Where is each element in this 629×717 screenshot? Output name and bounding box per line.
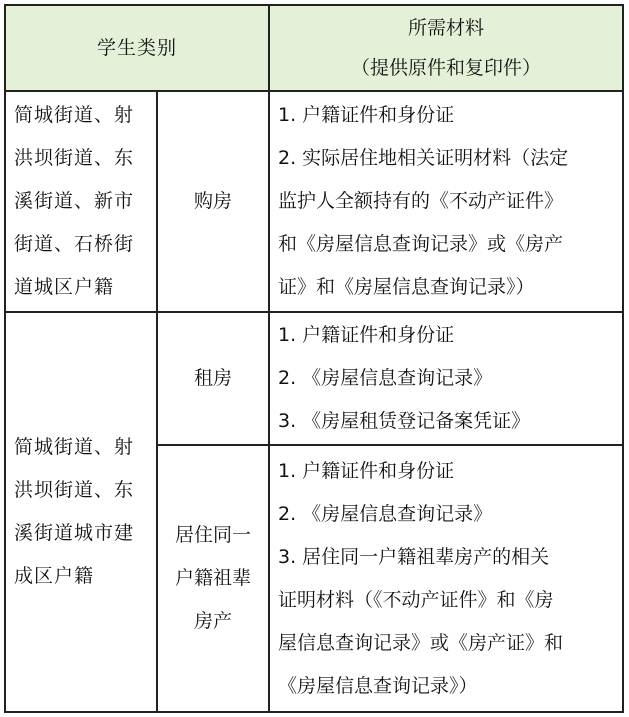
table-header-row: [5, 5, 623, 91]
area-text-line: 简城街道、射: [14, 436, 135, 458]
header-materials-title: 所需材料: [408, 17, 485, 39]
admission-materials-table: [4, 4, 624, 713]
area-text-line: 简城街道、射: [14, 104, 135, 126]
table-row: [5, 312, 623, 445]
material-line: 3. 《房屋租赁登记备案凭证》: [278, 410, 531, 432]
material-line: 2. 《房屋信息查询记录》: [278, 367, 493, 389]
material-line: 1. 户籍证件和身份证: [278, 459, 455, 482]
type-text-line: 户籍祖辈: [175, 567, 252, 589]
table-row: [5, 91, 623, 312]
materials-cell-rent: [269, 312, 623, 445]
material-line: 和《房屋信息查询记录》或《房产: [278, 233, 564, 255]
material-line: 1. 户籍证件和身份证: [278, 324, 455, 346]
type-cell-rent: 租房: [157, 312, 269, 445]
material-line: 证明材料（《不动产证件》和《房: [278, 588, 554, 611]
material-line: 《房屋信息查询记录》）: [278, 674, 478, 697]
materials-cell-purchase: [269, 91, 623, 312]
type-text-line: 居住同一: [175, 524, 252, 546]
type-cell-family-property: [157, 445, 269, 712]
area-text-line: 道城区户籍: [14, 276, 115, 298]
material-line: 2. 《房屋信息查询记录》: [278, 502, 493, 525]
material-line: 监护人全额持有的《不动产证件》: [278, 190, 564, 212]
area-text-line: 洪坝街道、东: [14, 147, 135, 169]
material-line: 1. 户籍证件和身份证: [278, 104, 455, 126]
material-line: 3. 居住同一户籍祖辈房产的相关: [278, 545, 550, 568]
area-cell-urban-districts: [5, 91, 157, 312]
header-student-category: 学生类别: [5, 5, 269, 91]
area-text-line: 成区户籍: [14, 565, 95, 587]
material-line: 屋信息查询记录》或《房产证》和: [278, 631, 564, 654]
area-text-line: 洪坝街道、东: [14, 479, 135, 501]
area-text-line: 溪街道城市建: [14, 522, 135, 544]
header-required-materials: [269, 5, 623, 91]
material-line: 证》和《房屋信息查询记录》）: [278, 276, 535, 298]
header-materials-subtitle: （提供原件和复印件）: [351, 57, 542, 79]
area-cell-built-up-districts: [5, 312, 157, 712]
type-cell-purchase: 购房: [157, 91, 269, 312]
area-text-line: 街道、石桥街: [14, 233, 135, 255]
type-text-line: 房产: [194, 610, 233, 632]
materials-cell-family-property: [269, 445, 623, 712]
area-text-line: 溪街道、新市: [14, 190, 135, 212]
material-line: 2. 实际居住地相关证明材料（法定: [278, 147, 569, 169]
